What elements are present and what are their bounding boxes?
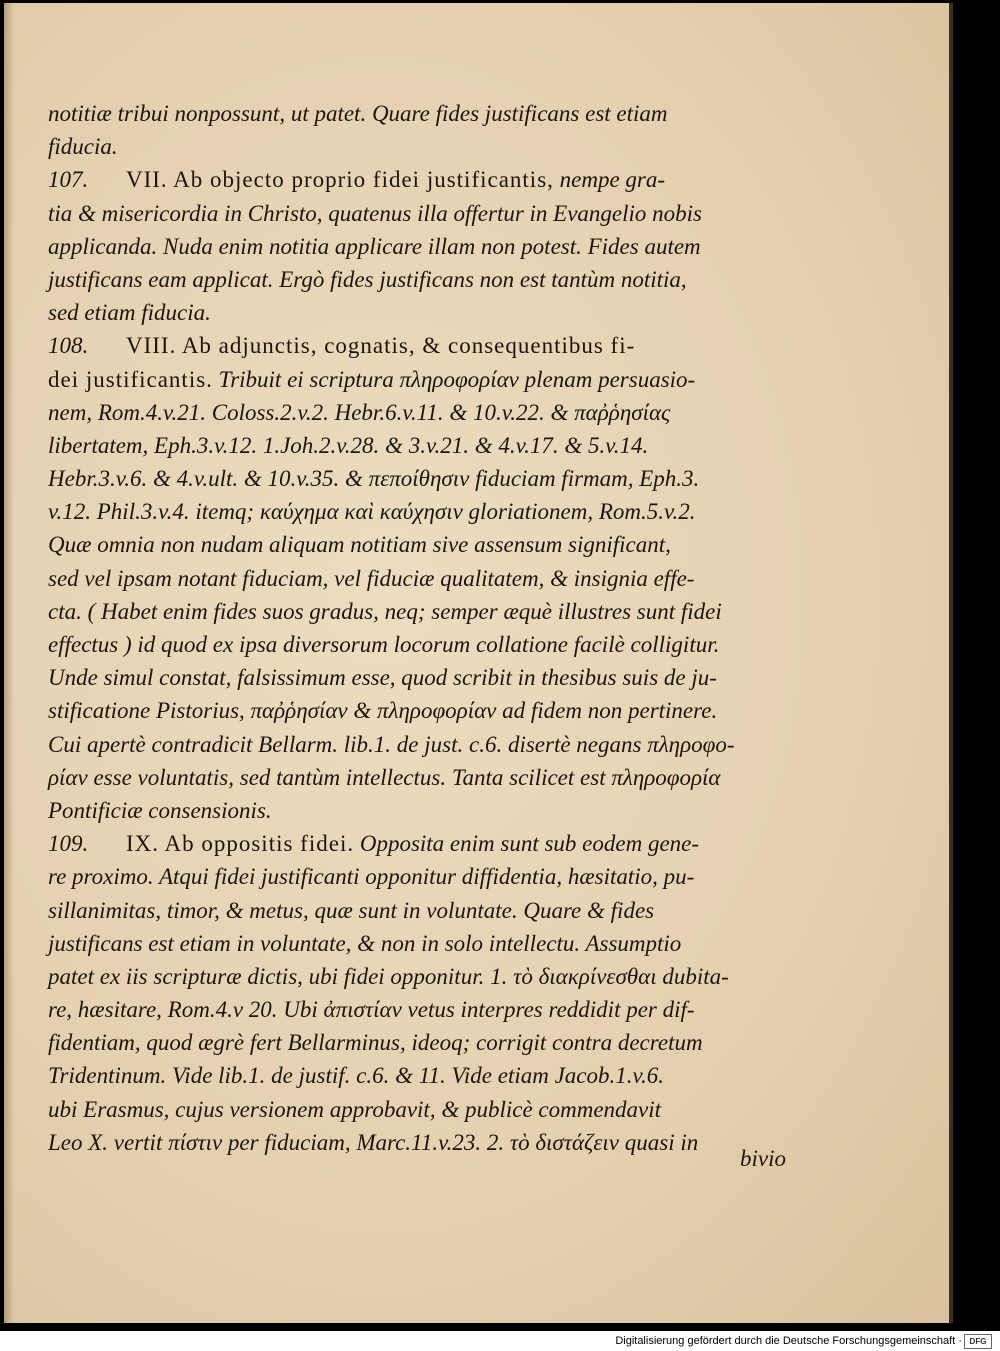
paragraph-number: 107. bbox=[48, 167, 89, 193]
section-heading: VIII. Ab adjunctis, cognatis, & consequentibus fi- bbox=[126, 333, 636, 359]
text-line bbox=[48, 1059, 768, 1092]
line-text: libertatem, Eph.3.v.12. 1.Joh.2.v.28. & 3.v.21. & 4.v.17. & 5.v.14. bbox=[48, 432, 649, 458]
line-text: Quæ omnia non nudam aliquam notitiam sive assensum significant, bbox=[48, 532, 671, 558]
text-line bbox=[48, 827, 768, 860]
text-line bbox=[48, 363, 768, 396]
line-text: fiducia. bbox=[48, 134, 118, 160]
text-line bbox=[48, 163, 768, 196]
line-text: notitiæ tribui nonpossunt, ut patet. Quare fides justificans est etiam bbox=[48, 101, 668, 126]
text-line bbox=[48, 761, 768, 794]
line-text: sed etiam fiducia. bbox=[48, 300, 211, 326]
dfg-logo-icon: DFG bbox=[964, 1334, 992, 1349]
text-line bbox=[48, 396, 768, 429]
text-line bbox=[48, 263, 768, 296]
line-text: Tribuit ei scriptura πληροφορίαν plenam persuasio- bbox=[212, 366, 696, 392]
text-line bbox=[48, 794, 768, 827]
line-text: Unde simul constat, falsissimum esse, quod scribit in thesibus suis de ju- bbox=[48, 665, 717, 691]
text-line bbox=[48, 960, 768, 993]
line-text: applicanda. Nuda enim notitia applicare illam non potest. Fides autem bbox=[48, 233, 701, 259]
line-text: Leo X. vertit πίστιν per fiduciam, Marc.11.v.23. 2. τὸ διστάζειν quasi in bbox=[48, 1129, 699, 1155]
text-line bbox=[48, 296, 768, 329]
line-text: Tridentinum. Vide lib.1. de justif. c.6. & 11. Vide etiam Jacob.1.v.6. bbox=[48, 1063, 665, 1089]
text-line bbox=[48, 1093, 768, 1126]
footer-bar bbox=[0, 1331, 1000, 1351]
text-line bbox=[48, 1026, 768, 1059]
paragraph-number: 109. bbox=[48, 831, 89, 857]
paragraph-number: 108. bbox=[48, 333, 89, 359]
line-text: Hebr.3.v.6. & 4.v.ult. & 10.v.35. & πεποίθησιν fiduciam firmam, Eph.3. bbox=[48, 466, 700, 492]
line-text: ρίαν esse voluntatis, sed tantùm intellectus. Tanta scilicet est πληροφορία bbox=[48, 764, 721, 790]
line-text: ubi Erasmus, cujus versionem approbavit, & publicè commendavit bbox=[48, 1096, 662, 1122]
text-line bbox=[48, 462, 768, 495]
page-gutter-shadow bbox=[4, 3, 14, 1323]
page-edge bbox=[949, 3, 953, 1323]
line-text: patet ex iis scripturæ dictis, ubi fidei opponitur. 1. τὸ διακρίνεσθαι dubita- bbox=[48, 963, 729, 989]
text-line bbox=[48, 993, 768, 1026]
text-line bbox=[48, 694, 768, 727]
text-line bbox=[48, 230, 768, 263]
book-page bbox=[4, 3, 949, 1323]
funding-notice: Digitalisierung gefördert durch die Deutsche Forschungsgemeinschaft · bbox=[615, 1335, 962, 1347]
text-line bbox=[48, 927, 768, 960]
section-heading: dei justificantis. bbox=[48, 366, 213, 392]
text-line bbox=[48, 894, 768, 927]
line-text: nem, Rom.4.v.21. Coloss.2.v.2. Hebr.6.v.11. & 10.v.22. & παῤῥησίας bbox=[48, 399, 671, 425]
line-text: nempe gra- bbox=[553, 167, 666, 193]
text-line bbox=[48, 860, 768, 893]
text-line bbox=[48, 429, 768, 462]
line-text: cta. ( Habet enim fides suos gradus, neq; semper æquè illustres sunt fidei bbox=[48, 598, 722, 624]
text-line bbox=[48, 728, 768, 761]
catchword: bivio bbox=[740, 1146, 786, 1171]
line-text: re, hæsitare, Rom.4.v 20. Ubi ἀπιστίαν vetus interpres reddidit per dif- bbox=[48, 997, 695, 1023]
page-text bbox=[48, 97, 768, 1159]
catchword-row bbox=[48, 1142, 786, 1175]
line-text: tia & misericordia in Christo, quatenus illa offertur in Evangelio nobis bbox=[48, 200, 703, 226]
text-line bbox=[48, 528, 768, 561]
text-line bbox=[48, 562, 768, 595]
section-heading: VII. Ab objecto proprio fidei justificantis, bbox=[126, 167, 554, 193]
line-text: justificans est etiam in voluntate, & non in solo intellectu. Assumptio bbox=[48, 930, 682, 956]
text-line bbox=[48, 197, 768, 230]
text-line bbox=[48, 97, 768, 130]
line-text: sed vel ipsam notant fiduciam, vel fiduciæ qualitatem, & insignia effe- bbox=[48, 565, 695, 591]
text-line bbox=[48, 661, 768, 694]
line-text: v.12. Phil.3.v.4. itemq; καύχημα καὶ καύχησιν gloriationem, Rom.5.v.2. bbox=[48, 499, 696, 525]
line-text: Pontificiæ consensionis. bbox=[48, 797, 272, 823]
text-line bbox=[48, 595, 768, 628]
line-text: fidentiam, quod ægrè fert Bellarminus, ideoq; corrigit contra decretum bbox=[48, 1030, 703, 1056]
line-text: re proximo. Atqui fidei justificanti opponitur diffidentia, hæsitatio, pu- bbox=[48, 864, 695, 890]
line-text: Opposita enim sunt sub eodem gene- bbox=[354, 831, 700, 857]
section-heading: IX. Ab oppositis fidei. bbox=[126, 831, 355, 857]
line-text: sillanimitas, timor, & metus, quæ sunt in voluntate. Quare & fides bbox=[48, 897, 655, 923]
text-line bbox=[48, 130, 768, 163]
text-line bbox=[48, 495, 768, 528]
line-text: stificatione Pistorius, παῤῥησίαν & πληροφορίαν ad fidem non pertinere. bbox=[48, 698, 718, 724]
line-text: justificans eam applicat. Ergò fides justificans non est tantùm notitia, bbox=[48, 266, 687, 292]
line-text: Cui apertè contradicit Bellarm. lib.1. de just. c.6. disertè negans πληροφο- bbox=[48, 731, 735, 757]
line-text: effectus ) id quod ex ipsa diversorum locorum collatione facilè colligitur. bbox=[48, 632, 720, 657]
text-line bbox=[48, 628, 768, 661]
text-line bbox=[48, 329, 768, 362]
